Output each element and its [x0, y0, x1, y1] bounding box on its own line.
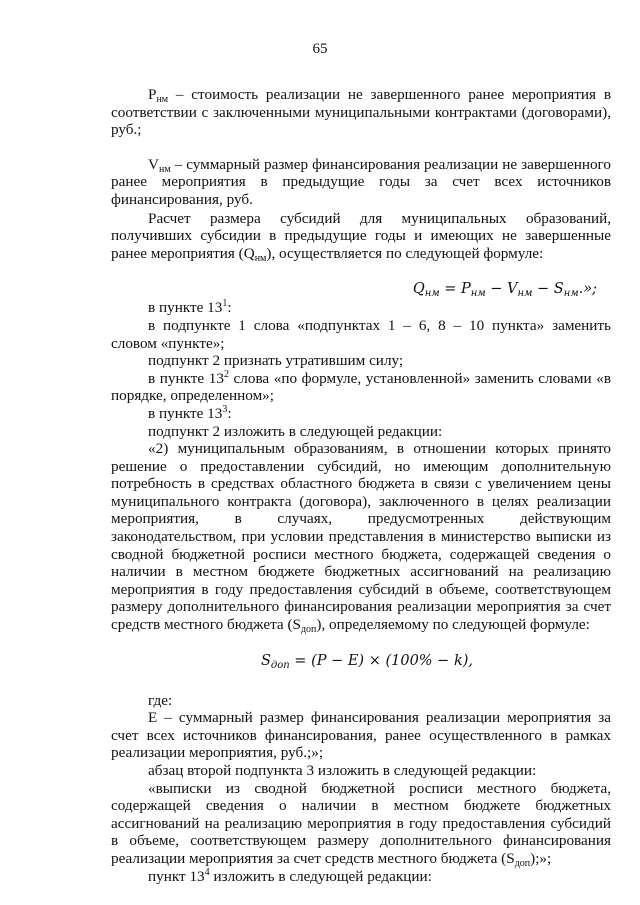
formula-operator: − [532, 281, 554, 298]
formula-q [111, 280, 611, 298]
formula-operator: − [485, 281, 508, 298]
line-text: в пункте 13 [148, 404, 223, 422]
subscript: нм [254, 252, 267, 264]
paragraph-text: );»; [530, 849, 552, 867]
line-text: в пункте 13 [148, 369, 224, 387]
paragraph-text: – суммарный размер финансирования реализации не завершенного ранее мероприятия в предыдущие годы за счет всех источников финансирования, руб. [111, 155, 611, 208]
line-where: где: [148, 691, 173, 709]
formula-symbol: P [461, 281, 471, 298]
paragraph-municipal [111, 440, 611, 634]
line-paragraph-two: абзац второй подпункта 3 изложить в следующей редакции: [148, 762, 537, 779]
document-body [111, 86, 611, 885]
paragraph-text: ), осуществляется по следующей формуле: [266, 244, 544, 262]
line-text: изложить в следующей редакции: [209, 867, 432, 885]
subscript: доп [270, 659, 290, 671]
line-point-13-2 [111, 370, 611, 405]
subscript: доп [514, 857, 531, 869]
subscript: нм [517, 288, 533, 300]
paragraph-extract [111, 780, 611, 868]
subscript: нм [470, 288, 486, 300]
formula-s-dop [111, 652, 611, 670]
formula-symbol: S [260, 652, 271, 669]
line-point-13-4 [111, 868, 611, 886]
symbol-p: P [148, 86, 157, 103]
subscript: нм [158, 163, 171, 175]
superscript: 3 [222, 403, 228, 415]
symbol-v: V [148, 155, 159, 173]
formula-expression: = (P − E) × (100% − k), [289, 652, 473, 669]
subscript: нм [424, 288, 440, 300]
page-number: 65 [312, 41, 328, 57]
paragraph-text: ), определяемому по следующей формуле: [316, 616, 590, 634]
formula-tail: .»; [578, 281, 597, 298]
paragraph-text: Расчет размера субсидий для муниципальных образований, получивших субсидии в предыдущие годы и имеющих не завершенные ранее мероприятия (Q [111, 209, 611, 262]
line-text: слова «по формуле, установленной» заменить словами «в порядке, определенном»; [111, 369, 611, 405]
formula-symbol: S [553, 281, 564, 298]
superscript: 1 [222, 298, 228, 310]
formula-operator: = [439, 281, 462, 298]
line-text: : [227, 299, 232, 317]
paragraph-text: «2) муниципальным образованиям, в отношении которых принято решение о предоставлении субсидий, но имеющим дополнительную потребность в средствах областного бюджета в связи с увеличением цены муниципального контракта (договора), заключенного в целях реализации мероприятия, в случаях, предусмотренных действующим законодательством, при условии представления в министерство выписки из сводной бюджетной росписи местного бюджета, содержащей сведения о наличии в местном бюджете бюджетных ассигнований на реализацию мероприятия в году предоставления субсидий в объеме, соответствующем размеру дополнительного финансирования реализации мероприятия за счет средств местного бюджета (S [111, 440, 611, 634]
line-text: в пункте 13 [148, 299, 223, 317]
line-subpoint-2-edit: подпункт 2 изложить в следующей редакции: [148, 422, 443, 440]
paragraph-calculation [111, 210, 611, 263]
paragraph-text: – стоимость реализации не завершенного ранее мероприятия в соответствии с заключенными муниципальными контрактами (договорами), руб.; [111, 86, 611, 139]
formula-symbol: V [507, 281, 518, 298]
subscript: нм [156, 94, 169, 105]
formula-symbol: Q [412, 281, 425, 298]
paragraph-v-definition [111, 156, 611, 209]
line-point-13-1 [111, 299, 611, 317]
subscript: доп [300, 624, 317, 636]
line-text: пункт 13 [148, 867, 205, 885]
line-text: : [227, 404, 232, 422]
line-point-13-3 [111, 405, 611, 423]
subscript: нм [563, 288, 579, 300]
line-subpoint-2: подпункт 2 признать утратившим силу; [148, 352, 404, 370]
line-subpoint-1: в подпункте 1 слова «подпунктах 1 – 6, 8 – 10 пункта» заменить словом «пункте»; [111, 316, 611, 352]
superscript: 2 [223, 368, 229, 380]
superscript: 4 [204, 866, 210, 878]
paragraph-p-definition [111, 86, 611, 139]
paragraph-e-definition: E – суммарный размер финансирования реализации мероприятия за счет всех источников финансирования, ранее осуществленного в рамках реализации мероприятия, руб.;»; [111, 709, 611, 762]
paragraph-text: «выписки из сводной бюджетной росписи местного бюджета, содержащей сведения о наличии в местном бюджете бюджетных ассигнований на реализацию мероприятия в году предоставления субсидий в объеме, соответствующем размеру дополнительного финансирования реализации мероприятия за счет средств местного бюджета (S [111, 779, 611, 867]
